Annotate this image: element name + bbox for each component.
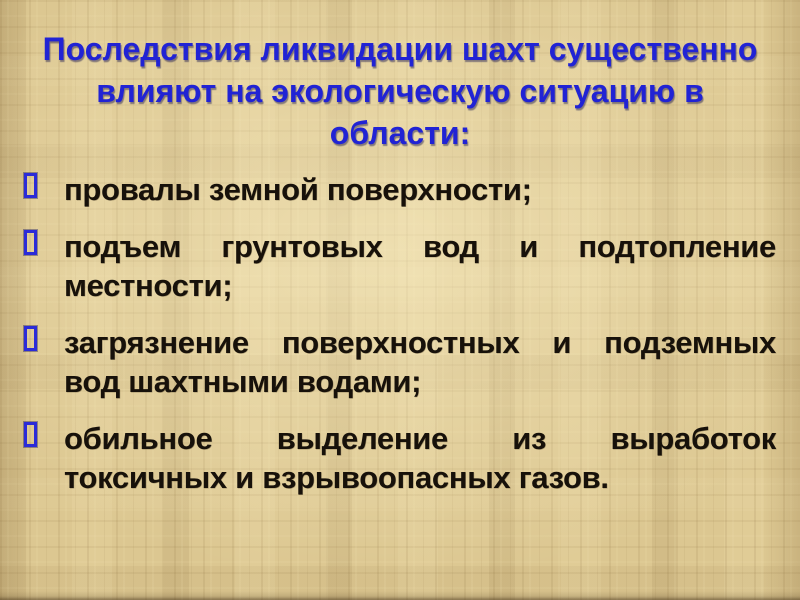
bullet-line: провалы земной поверхности; bbox=[64, 172, 532, 207]
list-item bbox=[24, 419, 776, 497]
bullet-list bbox=[24, 170, 776, 515]
list-item bbox=[24, 170, 776, 209]
list-item bbox=[24, 227, 776, 305]
bullet-line-continued: токсичных и взрывоопасных газов. bbox=[64, 460, 609, 495]
title-line-2: влияют на экологическую ситуацию в bbox=[96, 73, 704, 109]
square-bullet-icon bbox=[24, 173, 37, 198]
list-item bbox=[24, 323, 776, 401]
bullet-line: подъем грунтовых вод и подтопление bbox=[64, 229, 776, 264]
square-bullet-icon bbox=[24, 230, 37, 255]
bullet-line-continued: местности; bbox=[64, 268, 233, 303]
square-bullet-icon bbox=[24, 326, 37, 351]
title-line-3: области: bbox=[329, 115, 471, 151]
bullet-line: загрязнение поверхностных и подземных bbox=[64, 325, 776, 360]
slide-title bbox=[28, 28, 772, 154]
bullet-line-continued: вод шахтными водами; bbox=[64, 364, 422, 399]
square-bullet-icon bbox=[24, 422, 37, 447]
title-line-1: Последствия ликвидации шахт существенно bbox=[42, 31, 758, 67]
bullet-line: обильное выделение из выработок bbox=[64, 421, 776, 456]
